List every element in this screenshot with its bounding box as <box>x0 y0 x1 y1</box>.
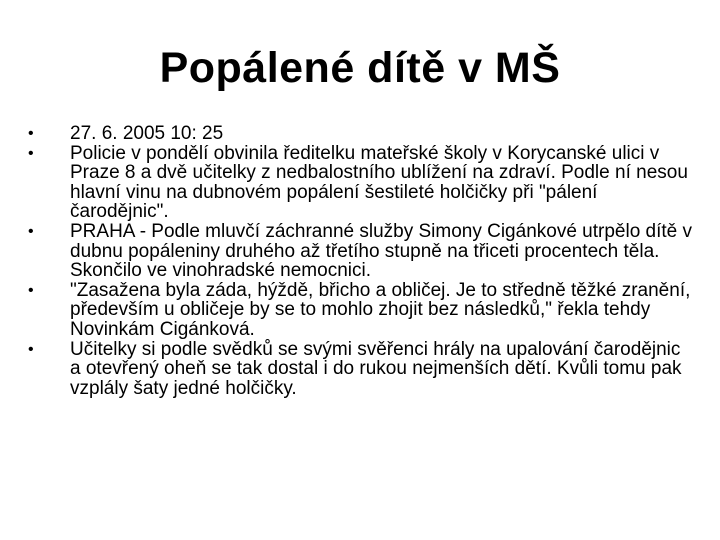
bullet-icon: • <box>28 144 34 162</box>
bullet-item-police <box>28 144 696 222</box>
bullet-list <box>28 124 696 398</box>
bullet-item-praha <box>28 222 696 281</box>
bullet-text: 27. 6. 2005 10: 25 <box>70 123 224 144</box>
bullet-icon: • <box>28 281 34 299</box>
bullet-item-teachers <box>28 340 696 399</box>
bullet-text: PRAHA - Podle mluvčí záchranné služby Simony Cigánkové utrpělo dítě v dubnu popáleniny druhého až třetího stupně na třiceti procentech těla. Skončilo ve vinohradské nemocnici. <box>70 220 693 282</box>
bullet-icon: • <box>28 340 34 358</box>
bullet-item-quote <box>28 281 696 340</box>
slide-title: Popálené dítě v MŠ <box>159 44 561 92</box>
bullet-icon: • <box>28 222 34 240</box>
bullet-text: Policie v pondělí obvinila ředitelku mateřské školy v Korycanské ulici v Praze 8 a dvě učitelky z nedbalostního ublížení na zdraví. Podle ní nesou hlavní vinu na dubnovém popálení šestileté holčičky při "pálení čarodějnic". <box>70 142 688 223</box>
bullet-text: Učitelky si podle svědků se svými svěřenci hrály na upalování čarodějnic a otevřený oheň se tak dostal i do rukou nejmenších dětí. Kvůli tomu pak vzplály šaty jedné holčičky. <box>70 338 682 399</box>
bullet-text: "Zasažena byla záda, hýždě, břicho a obličej. Je to středně těžké zranění, především u obličeje by se to mohlo zhojit bez následků," řekla tehdy Novinkám Cigánková. <box>70 279 691 340</box>
bullet-item-date <box>28 124 696 144</box>
bullet-icon: • <box>28 125 34 142</box>
